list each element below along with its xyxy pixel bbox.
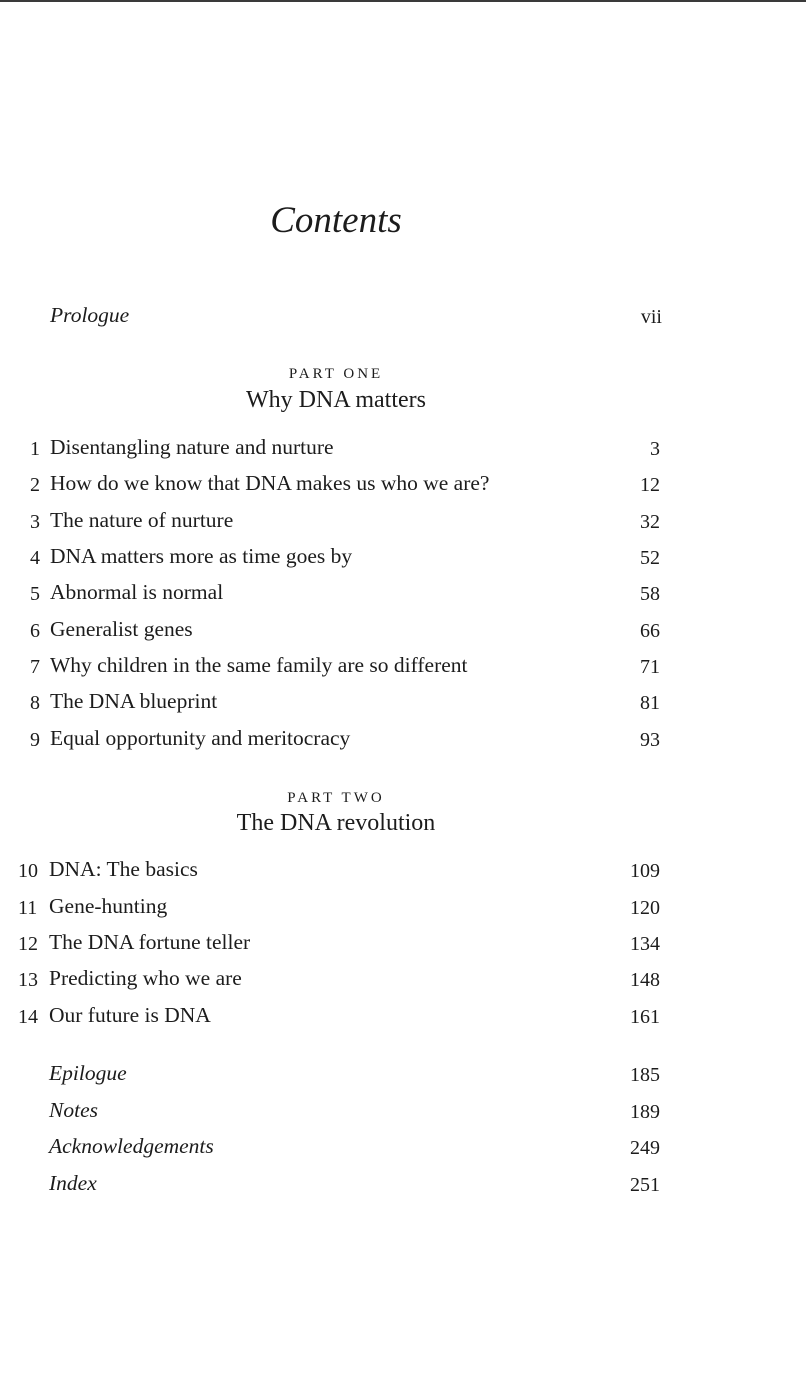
toc-entry-page: 52 [640, 547, 660, 569]
toc-entry-label: DNA: The basics [49, 857, 198, 881]
toc-entry-number: 14 [18, 1006, 38, 1028]
toc-entry-chapter[interactable] [20, 650, 660, 680]
part-one-kicker: PART ONE [288, 366, 384, 382]
toc-entry-chapter[interactable] [18, 854, 660, 884]
toc-entry-label: Our future is DNA [49, 1003, 211, 1027]
toc-entry-label: The nature of nurture [50, 508, 234, 532]
toc-entry-chapter[interactable] [20, 432, 660, 462]
toc-entry-number: 9 [30, 729, 40, 751]
toc-entry-chapter[interactable] [20, 577, 660, 607]
toc-entry-page: 109 [630, 860, 660, 882]
toc-entry-page: 134 [630, 933, 660, 955]
toc-entry-chapter[interactable] [20, 541, 660, 571]
toc-entry-chapter[interactable] [20, 468, 660, 498]
toc-entry-label: How do we know that DNA makes us who we are? [50, 471, 490, 495]
toc-entry-number: 13 [18, 969, 38, 991]
toc-entry-label: Epilogue [49, 1061, 127, 1085]
toc-entry-label: Abnormal is normal [50, 580, 224, 604]
toc-entry-chapter[interactable] [18, 891, 660, 921]
toc-entry-label: The DNA blueprint [50, 689, 218, 713]
toc-entry-page: 66 [640, 620, 660, 642]
toc-entry-page: 120 [630, 897, 660, 919]
part-one-title: Why DNA matters [246, 387, 426, 413]
toc-entry-number: 4 [30, 547, 40, 569]
toc-entry-index[interactable] [49, 1168, 660, 1198]
toc-entry-epilogue[interactable] [49, 1058, 660, 1088]
toc-entry-page: 189 [630, 1101, 660, 1123]
toc-entry-label: Equal opportunity and meritocracy [50, 726, 351, 750]
toc-entry-label: Acknowledgements [49, 1134, 214, 1158]
toc-entry-number: 8 [30, 692, 40, 714]
toc-entry-number: 11 [18, 897, 38, 919]
toc-entry-page: 251 [630, 1174, 660, 1196]
toc-entry-chapter[interactable] [18, 927, 660, 957]
toc-entry-number: 6 [30, 620, 40, 642]
toc-entry-chapter[interactable] [18, 1000, 660, 1030]
toc-entry-prologue[interactable] [50, 300, 662, 330]
toc-entry-label: Why children in the same family are so different [50, 653, 468, 677]
toc-entry-page: 148 [630, 969, 660, 991]
page-top-edge [0, 0, 806, 2]
toc-entry-notes[interactable] [49, 1095, 660, 1125]
toc-entry-page: vii [640, 306, 662, 328]
toc-entry-label: Notes [49, 1098, 98, 1122]
toc-entry-chapter[interactable] [20, 723, 660, 753]
toc-entry-label: Gene-hunting [49, 894, 168, 918]
toc-entry-label: Predicting who we are [49, 966, 242, 990]
toc-entry-label: DNA matters more as time goes by [50, 544, 353, 568]
toc-entry-chapter[interactable] [18, 963, 660, 993]
toc-entry-page: 161 [630, 1006, 660, 1028]
toc-entry-label: Index [49, 1171, 97, 1195]
part-two-title: The DNA revolution [236, 810, 436, 836]
toc-entry-page: 71 [640, 656, 660, 678]
toc-entry-page: 249 [630, 1137, 660, 1159]
page-title: Contents [270, 200, 402, 241]
toc-entry-label: The DNA fortune teller [49, 930, 251, 954]
toc-entry-number: 10 [18, 860, 38, 882]
toc-entry-page: 58 [640, 583, 660, 605]
part-two-kicker: PART TWO [287, 790, 385, 806]
toc-entry-label: Disentangling nature and nurture [50, 435, 334, 459]
toc-entry-page: 81 [640, 692, 660, 714]
toc-entry-chapter[interactable] [20, 505, 660, 535]
toc-entry-chapter[interactable] [20, 614, 660, 644]
toc-entry-number: 12 [18, 933, 38, 955]
toc-entry-number: 2 [30, 474, 40, 496]
toc-entry-label: Generalist genes [50, 617, 193, 641]
toc-entry-number: 7 [30, 656, 40, 678]
toc-entry-number: 5 [30, 583, 40, 605]
toc-entry-acknowledgements[interactable] [49, 1131, 660, 1161]
toc-entry-chapter[interactable] [20, 686, 660, 716]
toc-entry-label: Prologue [50, 303, 130, 327]
toc-entry-number: 3 [30, 511, 40, 533]
toc-entry-page: 93 [640, 729, 660, 751]
toc-entry-page: 185 [630, 1064, 660, 1086]
toc-entry-page: 3 [650, 438, 660, 460]
toc-entry-page: 32 [640, 511, 660, 533]
toc-entry-number: 1 [30, 438, 40, 460]
toc-entry-page: 12 [640, 474, 660, 496]
